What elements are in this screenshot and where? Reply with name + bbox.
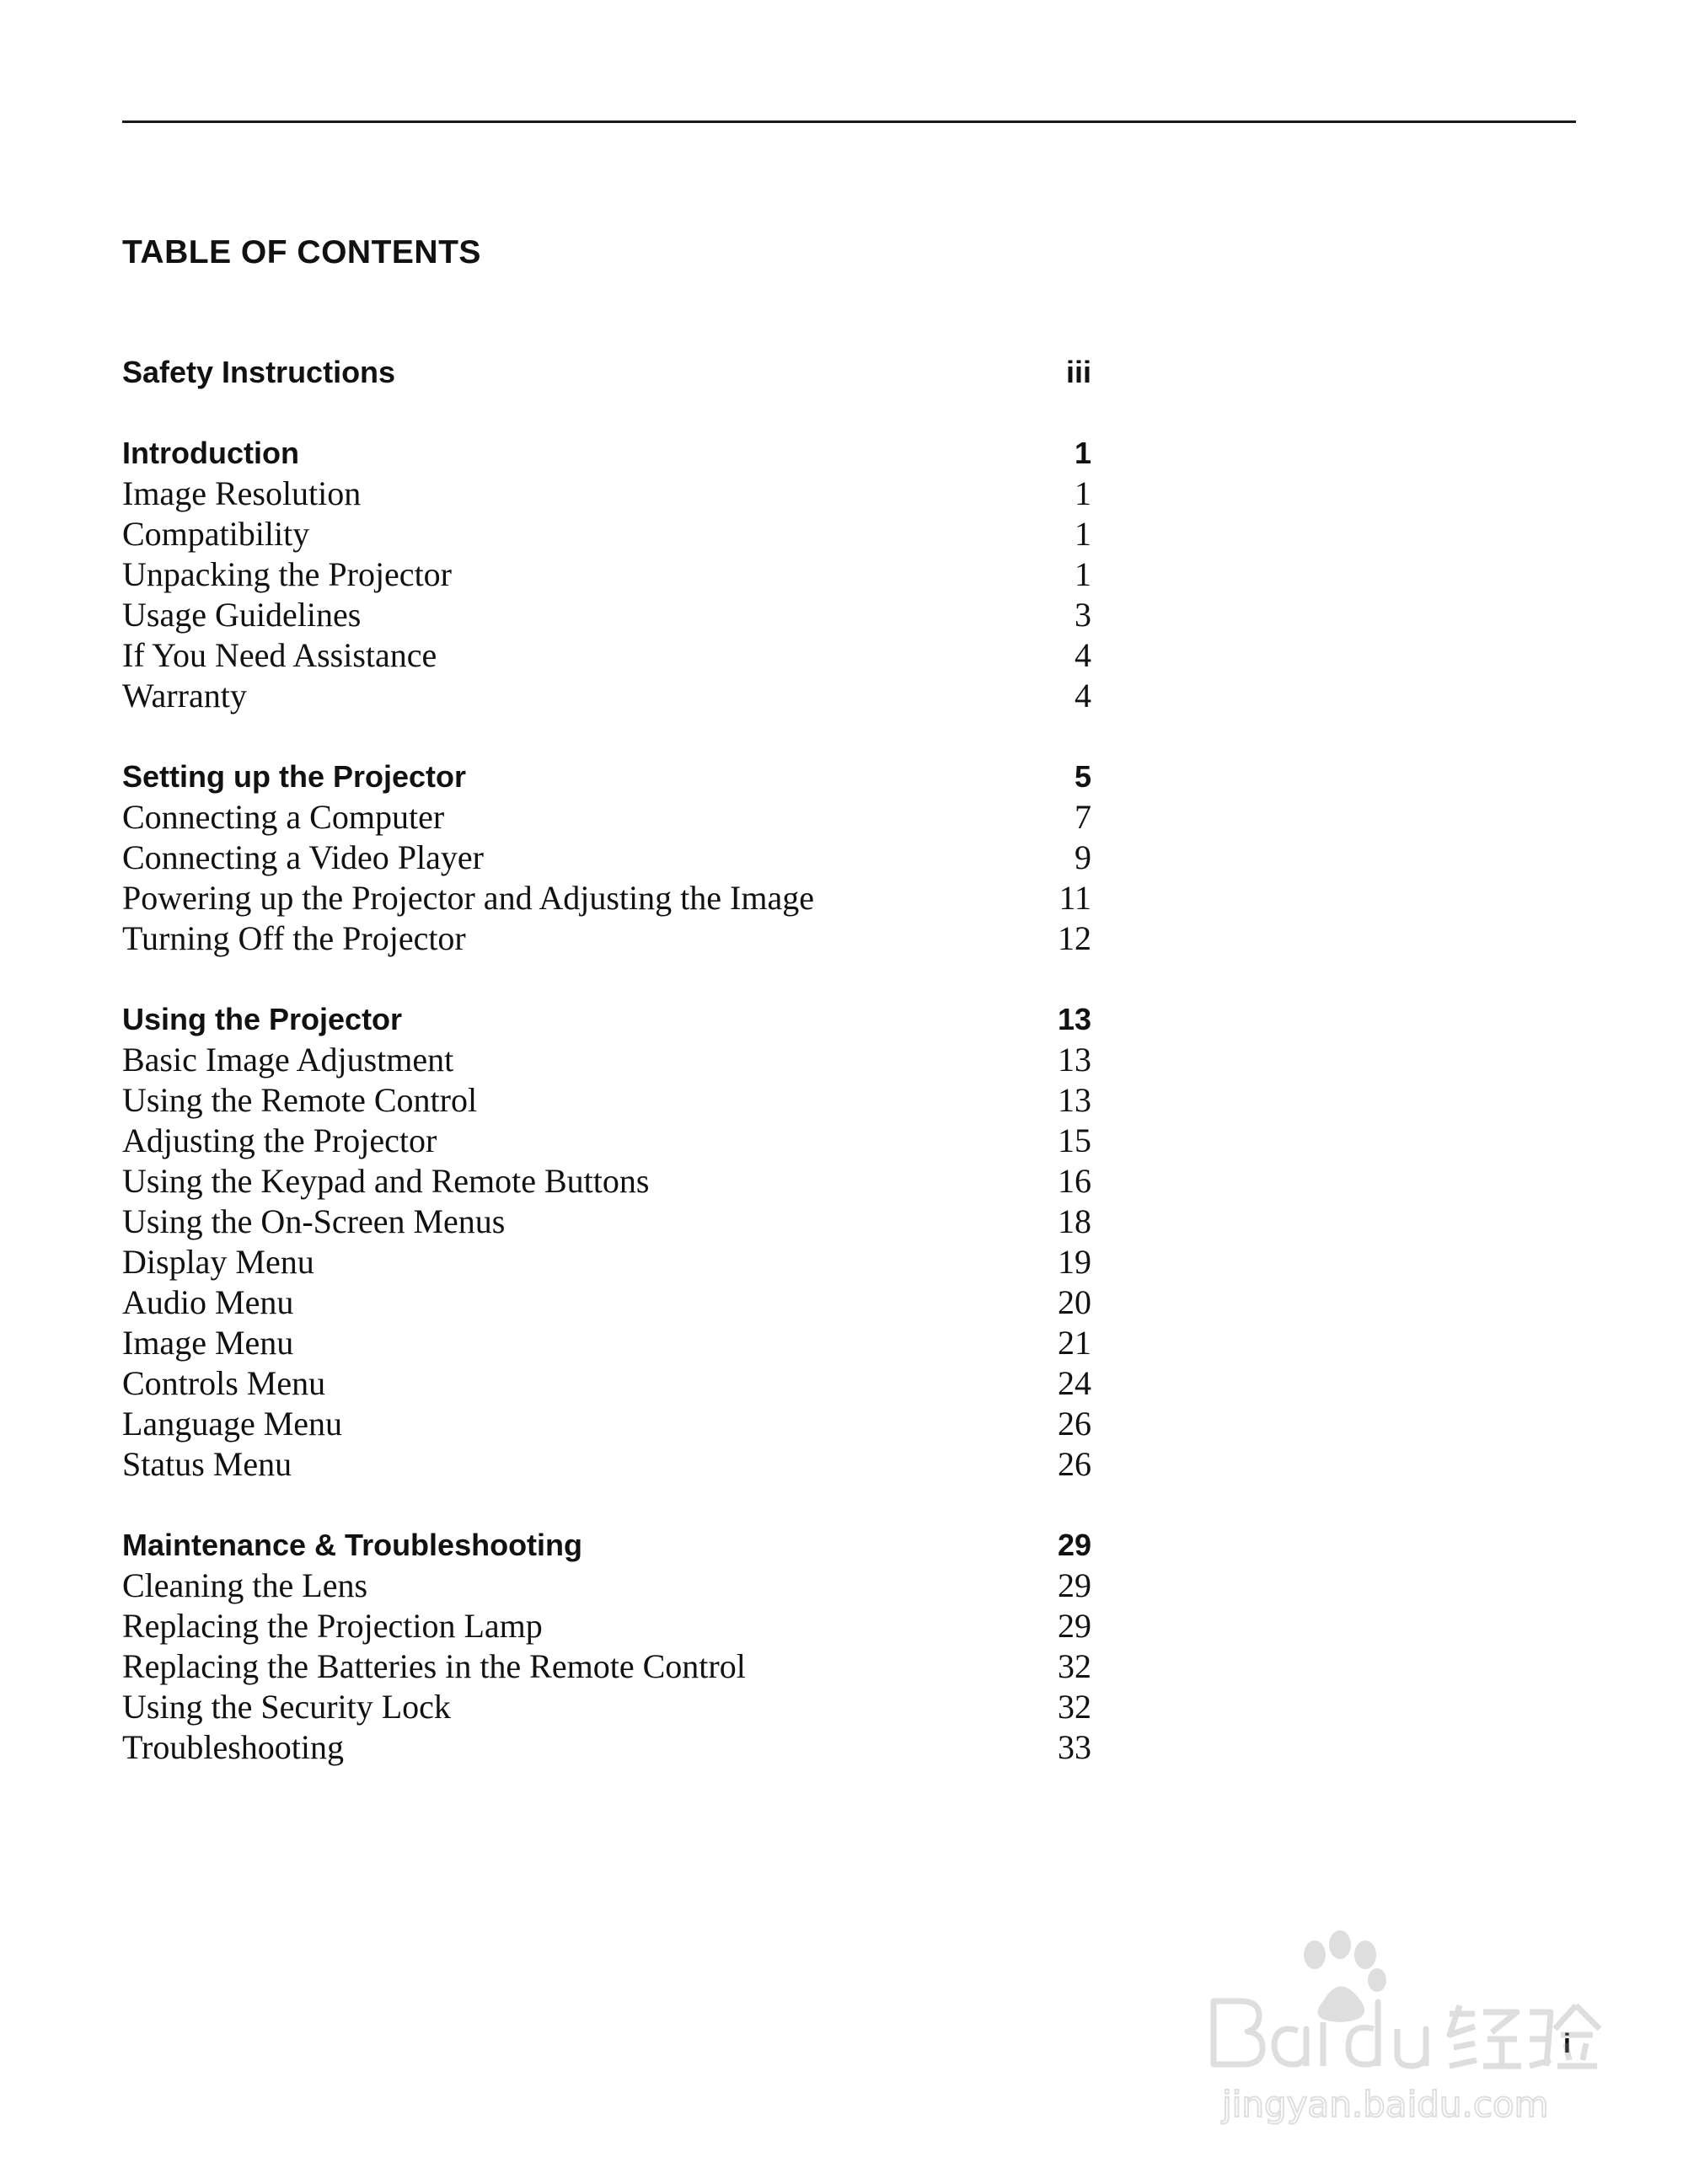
- toc-entry-page: 1: [1075, 474, 1091, 512]
- toc-entry[interactable]: [122, 918, 1091, 959]
- toc-entry[interactable]: [122, 1404, 1091, 1444]
- toc-entry[interactable]: [122, 1202, 1091, 1242]
- toc-entry[interactable]: [122, 1161, 1091, 1202]
- toc-entry-label: Controls Menu: [122, 1364, 326, 1402]
- toc-entry-label: Using the Remote Control: [122, 1081, 478, 1119]
- toc-entry[interactable]: [122, 1727, 1091, 1768]
- toc-section: [122, 757, 1091, 959]
- toc-entry-label: Connecting a Video Player: [122, 838, 484, 876]
- toc-entry-label: Usage Guidelines: [122, 596, 362, 634]
- toc-heading-page: 5: [1074, 759, 1091, 794]
- toc-heading-label: Safety Instructions: [122, 355, 396, 389]
- toc-section: [122, 1525, 1091, 1768]
- toc-entry-page: 12: [1058, 919, 1091, 957]
- toc-entry[interactable]: [122, 1606, 1091, 1646]
- toc-entry-label: Adjusting the Projector: [122, 1121, 437, 1159]
- toc-section: [122, 433, 1091, 716]
- toc-entry[interactable]: [122, 797, 1091, 838]
- toc-entry[interactable]: [122, 1242, 1091, 1282]
- toc-entry-page: 1: [1075, 515, 1091, 553]
- toc-heading[interactable]: [122, 757, 1091, 797]
- toc-entry-label: Connecting a Computer: [122, 798, 445, 836]
- toc-entry-page: 18: [1058, 1202, 1091, 1240]
- toc-entry-page: 20: [1058, 1283, 1091, 1321]
- toc-entry-label: Unpacking the Projector: [122, 555, 452, 593]
- watermark-url: jingyan.baidu.com: [1222, 2084, 1549, 2125]
- toc-entry-label: Compatibility: [122, 515, 310, 553]
- toc-entry[interactable]: [122, 1444, 1091, 1485]
- toc-entry-label: Basic Image Adjustment: [122, 1041, 454, 1079]
- toc-heading[interactable]: [122, 1525, 1091, 1566]
- toc-heading-page: 1: [1074, 436, 1091, 470]
- toc-entry-label: Image Resolution: [122, 474, 362, 512]
- toc-entry-label: Audio Menu: [122, 1283, 294, 1321]
- toc-entry[interactable]: [122, 1323, 1091, 1363]
- toc-entry[interactable]: [122, 878, 1091, 918]
- toc-heading-page: 29: [1057, 1528, 1091, 1562]
- toc-entry-label: Replacing the Batteries in the Remote Control: [122, 1647, 746, 1685]
- toc-entry[interactable]: [122, 676, 1091, 716]
- toc-entry-label: Turning Off the Projector: [122, 919, 466, 957]
- toc-entry-label: Using the Security Lock: [122, 1688, 451, 1726]
- toc-entry-page: 26: [1058, 1445, 1091, 1483]
- toc-entry[interactable]: [122, 1363, 1091, 1404]
- toc-heading-label: Using the Projector: [122, 1002, 403, 1036]
- toc-entry[interactable]: [122, 554, 1091, 595]
- toc-entry-label: Troubleshooting: [122, 1728, 345, 1766]
- toc-entry[interactable]: [122, 1040, 1091, 1080]
- toc-entry-page: 16: [1058, 1162, 1091, 1200]
- table-of-contents: [122, 352, 1091, 1808]
- toc-entry-page: 3: [1075, 596, 1091, 634]
- toc-entry[interactable]: [122, 1646, 1091, 1687]
- toc-heading[interactable]: [122, 352, 1091, 393]
- toc-entry-page: 19: [1058, 1243, 1091, 1281]
- toc-entry-label: Display Menu: [122, 1243, 314, 1281]
- toc-entry-label: Using the On-Screen Menus: [122, 1202, 506, 1240]
- toc-entry-page: 4: [1075, 677, 1091, 715]
- toc-entry[interactable]: [122, 1282, 1091, 1323]
- toc-entry-page: 9: [1075, 838, 1091, 876]
- top-rule: [122, 120, 1576, 123]
- toc-heading-page: iii: [1065, 355, 1091, 389]
- toc-entry[interactable]: [122, 595, 1091, 635]
- toc-entry-label: Warranty: [122, 677, 247, 715]
- toc-entry-page: 32: [1058, 1647, 1091, 1685]
- toc-entry[interactable]: [122, 474, 1091, 514]
- toc-entry-page: 13: [1058, 1081, 1091, 1119]
- toc-entry[interactable]: [122, 514, 1091, 554]
- toc-heading[interactable]: [122, 433, 1091, 474]
- toc-entry-page: 32: [1058, 1688, 1091, 1726]
- toc-entry-label: Language Menu: [122, 1405, 343, 1443]
- toc-entry-label: Cleaning the Lens: [122, 1566, 368, 1604]
- toc-entry-page: 4: [1075, 636, 1091, 674]
- toc-heading-label: Maintenance & Troubleshooting: [122, 1528, 583, 1562]
- toc-section: [122, 999, 1091, 1485]
- toc-entry[interactable]: [122, 1566, 1091, 1606]
- toc-entry-page: 21: [1058, 1324, 1091, 1362]
- toc-entry-page: 13: [1058, 1041, 1091, 1079]
- page-title: TABLE OF CONTENTS: [122, 234, 481, 270]
- toc-heading-label: Setting up the Projector: [122, 759, 467, 794]
- toc-entry[interactable]: [122, 838, 1091, 878]
- toc-entry-page: 33: [1058, 1728, 1091, 1766]
- toc-heading-label: Introduction: [122, 436, 299, 470]
- toc-entry-label: If You Need Assistance: [122, 636, 437, 674]
- page-number: i: [1563, 2028, 1571, 2058]
- toc-entry-label: Image Menu: [122, 1324, 294, 1362]
- toc-entry[interactable]: [122, 1121, 1091, 1161]
- baidu-watermark-logo: [1197, 1921, 1601, 2132]
- toc-entry-page: 11: [1059, 879, 1091, 917]
- toc-entry-page: 29: [1058, 1566, 1091, 1604]
- toc-entry-page: 1: [1075, 555, 1091, 593]
- toc-section: [122, 352, 1091, 393]
- toc-entry-page: 26: [1058, 1405, 1091, 1443]
- toc-entry-label: Status Menu: [122, 1445, 292, 1483]
- toc-entry-page: 15: [1058, 1121, 1091, 1159]
- toc-entry-page: 29: [1058, 1607, 1091, 1645]
- toc-entry-page: 7: [1075, 798, 1091, 836]
- toc-entry-label: Replacing the Projection Lamp: [122, 1607, 543, 1645]
- toc-entry[interactable]: [122, 1687, 1091, 1727]
- toc-entry-label: Powering up the Projector and Adjusting the Image: [122, 879, 814, 917]
- toc-entry-label: Using the Keypad and Remote Buttons: [122, 1162, 650, 1200]
- toc-entry[interactable]: [122, 635, 1091, 676]
- toc-entry-page: 24: [1058, 1364, 1091, 1402]
- toc-heading-page: 13: [1057, 1002, 1091, 1036]
- toc-entry[interactable]: [122, 1080, 1091, 1121]
- toc-heading[interactable]: [122, 999, 1091, 1040]
